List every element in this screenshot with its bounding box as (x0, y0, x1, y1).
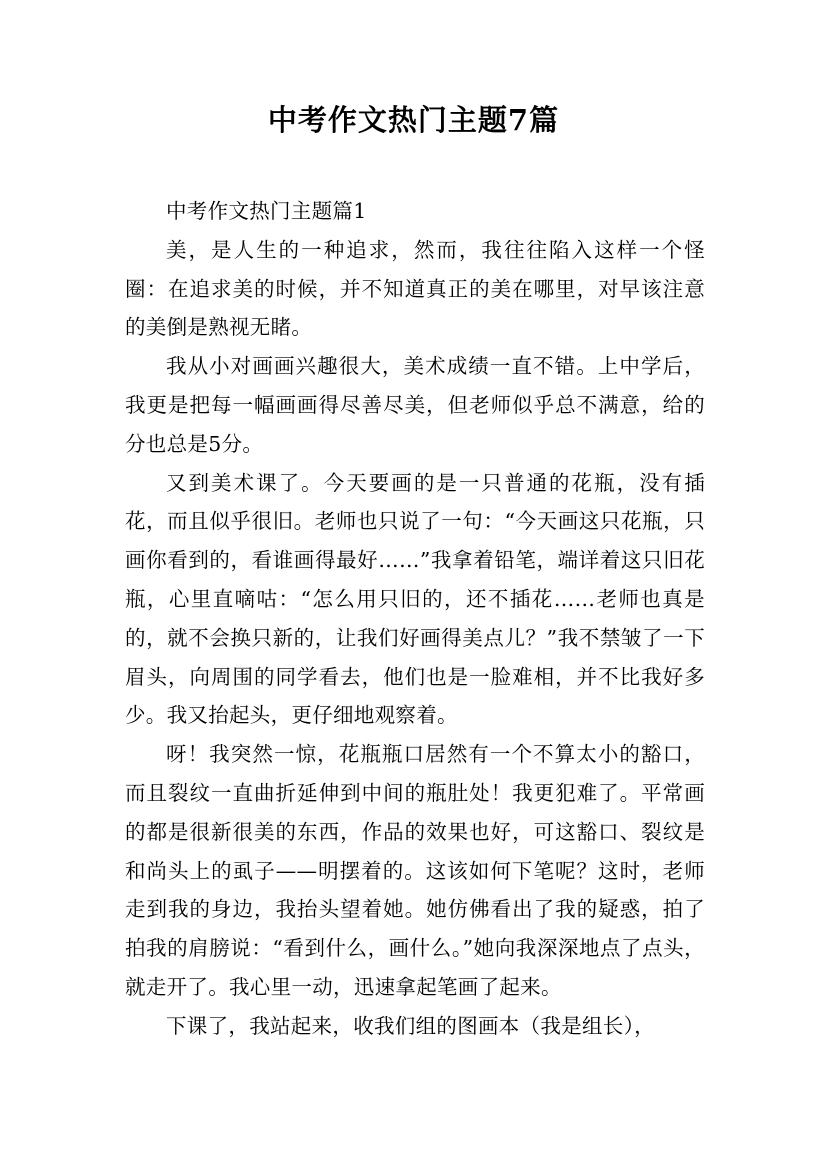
section-heading: 中考作文热门主题篇1 (166, 199, 367, 223)
paragraph: 呀！我突然一惊，花瓶瓶口居然有一个不算太小的豁口，而且裂纹一直曲折延伸到中间的瓶肚处！我更犯难了。平常画的都是很新很美的东西，作品的效果也好，可这豁口、裂纹是和尚头上的虱子——明摆着的。这该如何下笔呢？这时，老师走到我的身边，我抬头望着她。她仿佛看出了我的疑惑，拍了拍我的肩膀说：“看到什么，画什么。”她向我深深地点了点头，就走开了。我心里一动，迅速拿起笔画了起来。 (125, 742, 705, 999)
paragraph: 美，是人生的一种追求，然而，我往往陷入这样一个怪圈：在追求美的时候，并不知道真正的美在哪里，对早该注意的美倒是熟视无睹。 (125, 237, 705, 340)
paragraph: 下课了，我站起来，收我们组的图画本（我是组长）， (166, 1013, 655, 1038)
paragraph: 又到美术课了。今天要画的是一只普通的花瓶，没有插花，而且似乎很旧。老师也只说了一句：“今天画这只花瓶，只画你看到的，看谁画得最好……”我拿着铅笔，端详着这只旧花瓶，心里直嘀咕：“怎么用只旧的，还不插花……老师也真是的，就不会换只新的，让我们好画得美点儿？”我不禁皱了一下眉头，向周围的同学看去，他们也是一脸难相，并不比我好多少。我又抬起头，更仔细地观察着。 (125, 470, 705, 728)
paragraph: 我从小对画画兴趣很大，美术成绩一直不错。上中学后，我更是把每一幅画画得尽善尽美，但老师似乎总不满意，给的分也总是5分。 (125, 354, 705, 456)
document-title: 中考作文热门主题7篇 (267, 103, 560, 137)
document-body (125, 192, 705, 1046)
